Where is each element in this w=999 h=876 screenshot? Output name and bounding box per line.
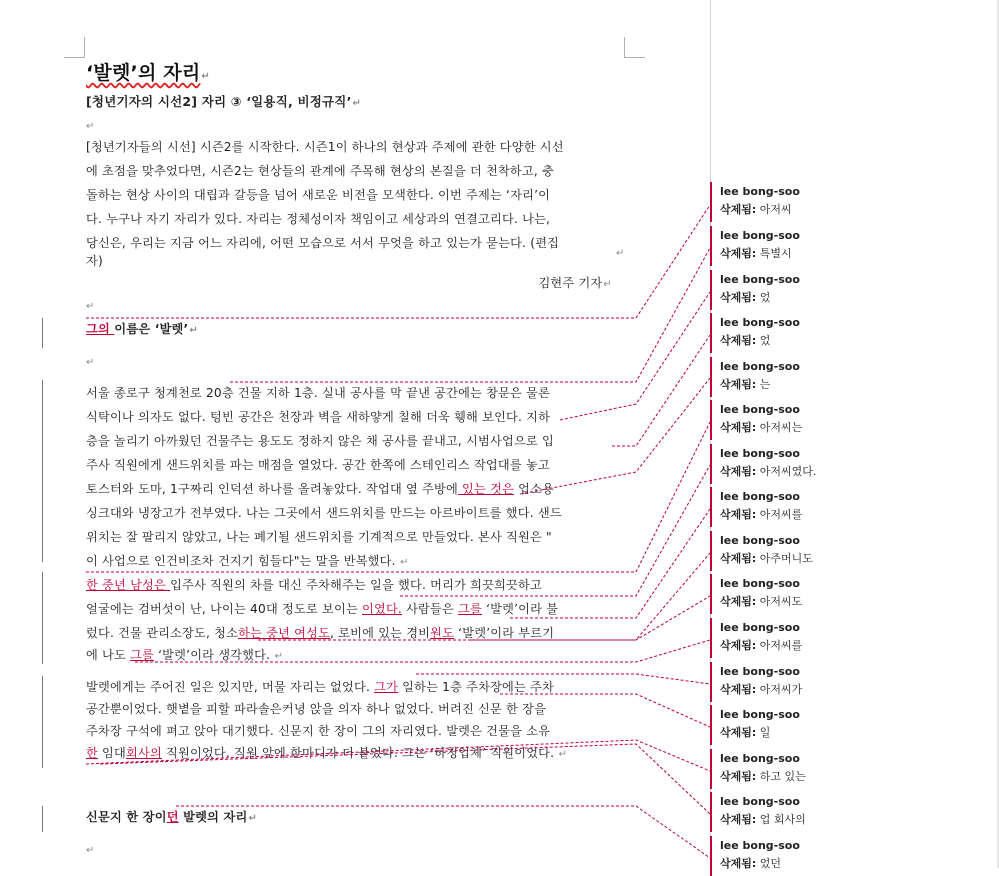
intro-line[interactable]: 다. 누구나 자기 자리가 있다. 자리는 정체성이자 책임이고 세상과의 연결고리다. 나는, [86,212,551,226]
revision-balloon[interactable]: lee bong-soo 삭제됨: 아저씨는 [710,400,980,440]
body-line[interactable]: 에 나도 그를 ‘발렛’이라 생각했다. ↵ [86,648,284,662]
article-title[interactable]: ‘발렛’의 자리↵ [86,62,211,84]
intro-line[interactable]: [청년기자들의 시선] 시즌2를 시작한다. 시즌1이 하나의 현상과 주제에 관한 다양한 시선 [86,140,564,154]
body-line[interactable]: 층을 놀리기 아까웠던 건물주는 용도도 정하지 않은 채 공사를 끝내고, 시범사업으로 입 [86,434,554,448]
revision-balloon[interactable]: lee bong-soo 삭제됨: 아저씨 [710,182,980,222]
body-line[interactable]: 서울 종로구 청계천로 20층 건물 지하 1층. 실내 공사를 막 끝낸 공간에는 창문은 물론 [86,386,551,400]
empty-paragraph: ↵ [86,845,95,856]
empty-paragraph: ↵ [86,357,95,368]
body-line[interactable]: 싱크대와 냉장고가 전부였다. 나는 그곳에서 샌드위치를 만드는 아르바이트를 했다. 샌드 [86,506,562,520]
change-bar [42,806,43,832]
page-corner-mark-top-right [624,37,645,58]
revision-balloon[interactable]: lee bong-soo 삭제됨: 는 [710,357,980,397]
revision-balloon[interactable]: lee bong-soo 삭제됨: 아주머니도 [710,531,980,571]
body-line[interactable]: 위치는 잘 팔리지 않았고, 나는 폐기될 샌드위치를 기계적으로 만들었다. 본사 직원은 " [86,530,552,544]
revision-balloon[interactable]: lee bong-soo 삭제됨: 었던 [710,836,980,876]
body-line[interactable]: 토스터와 도마, 1구짜리 인덕션 하나를 올려놓았다. 작업대 옆 주방에 있는 것은 업소용 [86,482,555,496]
intro-line[interactable]: 당신은, 우리는 지금 어느 자리에, 어떤 모습으로 서서 무엇을 하고 있는가 묻는다. (편집 [86,236,560,250]
revision-balloon[interactable]: lee bong-soo 삭제됨: 었 [710,313,980,353]
change-bar [42,676,43,768]
change-bar [42,380,43,562]
body-line[interactable]: 렀다. 건물 관리소장도, 청소하는 중년 여성도, 로비에 있는 경비원도 ‘발렛’이라 부르기 [86,626,555,640]
intro-line[interactable]: 돌하는 현상 사이의 대립과 갈등을 넘어 새로운 비전을 모색한다. 이번 주제는 ‘자리’이 [86,188,551,202]
change-bar [42,572,43,664]
body-line[interactable]: 공간뿐이었다. 햇볕을 피할 파라솔은커녕 앉을 의자 하나 없었다. 버려진 신문 한 장을 [86,702,547,716]
empty-paragraph: ↵ [86,121,95,132]
body-line[interactable]: 한 임대회사의 직원이었다. 직원 앞에 한마디가 더 붙었다. 그는 ‘하청업체’ 직원이었다. ↵ [86,746,568,760]
page-corner-mark-top-left [64,37,85,58]
change-bar [42,318,43,348]
revision-balloon[interactable]: lee bong-soo 삭제됨: 아저씨를 [710,618,980,658]
revision-balloon[interactable]: lee bong-soo 삭제됨: 특별시 [710,226,980,266]
intro-line[interactable]: 자) ↵ [86,248,625,268]
body-line[interactable]: 발렛에게는 주어진 일은 있지만, 머물 자리는 없었다. 그가 일하는 1층 주차장에는 주차 [86,680,555,694]
body-line[interactable]: 이 사업으로 인건비조차 건지기 힘들다"는 말을 반복했다. ↵ [86,554,409,568]
revision-balloon[interactable]: lee bong-soo 삭제됨: 아저씨를 [710,487,980,527]
byline[interactable]: 김현주 기자↵ [538,276,612,290]
body-line[interactable]: 한 중년 남성은 입주사 직원의 차를 대신 주차해주는 일을 했다. 머리가 희끗희끗하고 [86,578,542,592]
body-line[interactable]: 얼굴에는 검버섯이 난, 나이는 40대 정도로 보이는 이였다. 사람들은 그를 ‘발렛’이라 불 [86,602,559,616]
body-line[interactable]: 주차장 구석에 펴고 앉아 대기했다. 신문지 한 장이 그의 자리였다. 발렛은 건물을 소유 [86,724,551,738]
section-heading[interactable]: 그의 이름은 ‘발렛’↵ [86,322,198,336]
empty-paragraph: ↵ [86,301,95,312]
section-heading[interactable]: 신문지 한 장이던 발렛의 자리↵ [86,810,258,824]
revision-balloon[interactable]: lee bong-soo 삭제됨: 일 [710,705,980,745]
intro-line[interactable]: 에 초점을 맞추었다면, 시즌2는 현상들의 관계에 주목해 현상의 본질을 더 천착하고, 충 [86,164,555,178]
revision-balloon[interactable]: lee bong-soo 삭제됨: 아저씨가 [710,662,980,702]
revision-balloon[interactable]: lee bong-soo 삭제됨: 었 [710,270,980,310]
body-line[interactable]: 주사 직원에게 샌드위치를 파는 매점을 열었다. 공간 한쪽에 스테인리스 작업대를 놓고 [86,458,550,472]
body-line[interactable]: 식탁이나 의자도 없다. 텅빈 공간은 천장과 벽을 새하얗게 칠해 더욱 휑해 보인다. 지하 [86,410,551,424]
revision-balloon[interactable]: lee bong-soo 삭제됨: 아저씨도 [710,574,980,614]
revision-balloon[interactable]: lee bong-soo 삭제됨: 아저씨였다. [710,444,980,484]
revision-balloon[interactable]: lee bong-soo 삭제됨: 하고 있는 [710,749,980,789]
article-subtitle[interactable]: [청년기자의 시선2] 자리 ③ ‘일용직, 비정규직’↵ [86,94,362,109]
revision-balloon[interactable]: lee bong-soo 삭제됨: 업 회사의 [710,792,980,832]
